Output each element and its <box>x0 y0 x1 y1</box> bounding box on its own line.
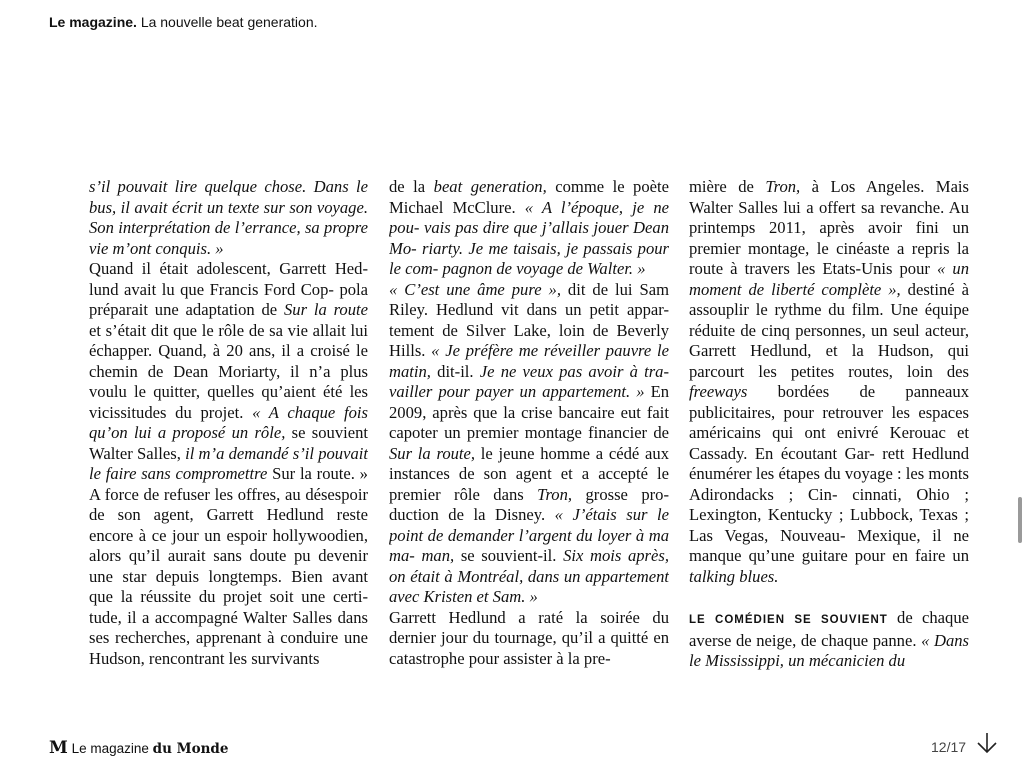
section-lead-in: LE COMÉDIEN SE SOUVIENT <box>689 614 888 626</box>
paragraph: de la beat generation, comme le poète Michael McClure. « A l’époque, je ne pou- vais pas dire que j’allais jouer Dean Mo- riarty. Je me taisais, je passais pour le com- pagnon de voyage de Walter. » <box>389 177 669 278</box>
article-tagline: La nouvelle beat generation. <box>140 14 318 30</box>
paragraph: « C’est une âme pure », dit de lui Sam Riley. Hedlund vit dans un petit appar- tement de Silver Lake, loin de Beverly Hills. « Je préfère me réveiller pauvre le matin, dit-il. Je ne veux pas avoir à tra- vailler pour payer un appartement. » En 2009, après que la crise bancaire eut fait capoter un premier montage financier de Sur la route, le jeune homme a cédé aux instances de son agent et a accepté le premier rôle dans Tron, grosse pro- duction de la Disney. « J’étais sur le point de demander l’argent du loyer à ma ma- man, se souvient-il. Six mois après, on était à Montréal, dans un appartement avec Kristen et Sam. » <box>389 279 669 606</box>
scrollbar-thumb[interactable] <box>1018 497 1022 543</box>
paragraph: Garrett Hedlund a raté la soirée du dernier jour du tournage, qu’il a quitté en catastrophe pour assister à la pre- <box>389 607 669 668</box>
paragraph: Quand il était adolescent, Garrett Hed- lund avait lu que Francis Ford Cop- pola préparait une adaptation de Sur la route et s’était dit que le rôle de sa vie allait lui échapper. Quand, à 20 ans, il a croisé le chemin de Dean Moriarty, il n’a plus voulu le quitter, quelles qu’aient été les vicissitudes du projet. « A chaque fois qu’on lui a proposé un rôle, se souvient Walter Salles, il m’a demandé s’il pouvait le faire sans compromettre Sur la route. » A force de refuser les offres, au désespoir de son agent, Garrett Hedlund reste encore à ce jour un espoir hollywoodien, alors qu’il aurait sans doute pu devenir une star depuis longtemps. Bien avant que la réussite du projet soit une certi- tude, il a accompagné Walter Salles dans ses recherches, apprenant à conduire une Hudson, rencontrant les survivants <box>89 259 368 668</box>
page-indicator: 12/17 <box>931 739 967 755</box>
logo-du-monde: du Monde <box>152 741 229 757</box>
magazine-label: Le magazine. <box>49 14 137 30</box>
article-column-1 <box>89 177 368 682</box>
le-monde-m-logo-icon: M <box>49 738 68 758</box>
logo-text: Le magazine <box>71 741 149 756</box>
paragraph: s’il pouvait lire quelque chose. Dans le bus, il avait écrit un texte sur son voyage. Son interprétation de l’errance, sa propre vie m’ont conquis. » <box>89 177 368 258</box>
article-column-3 <box>689 177 969 682</box>
article-column-2 <box>389 177 669 682</box>
magazine-logo <box>49 738 228 758</box>
paragraph: LE COMÉDIEN SE SOUVIENT de chaque averse de neige, de chaque panne. « Dans le Mississippi, un mécanicien du <box>689 608 969 670</box>
page-header <box>49 14 318 30</box>
arrow-down-icon[interactable] <box>975 731 999 755</box>
paragraph: mière de Tron, à Los Angeles. Mais Walter Salles lui a offert sa revanche. Au printemps 2011, après avoir fini un premier montage, le cinéaste a repris la route à travers les Etats-Unis pour « un moment de liberté complète », destiné à assouplir le rythme du film. Une équipe réduite de cinq personnes, un seul acteur, Garrett Hedlund, et la Hudson, qui parcourt les petites routes, loin des freeways bordées de panneaux publicitaires, pour retrouver les espaces américains qui ont enivré Kerouac et Cassady. En écoutant Gar- rett Hedlund énumérer les étapes du voyage : les monts Adirondacks ; Cin- cinnati, Ohio ; Lexington, Kentucky ; Lubbock, Texas ; Las Vegas, Nouveau- Mexique, il ne manque qu’une guitare pour en faire un talking blues. <box>689 177 969 586</box>
